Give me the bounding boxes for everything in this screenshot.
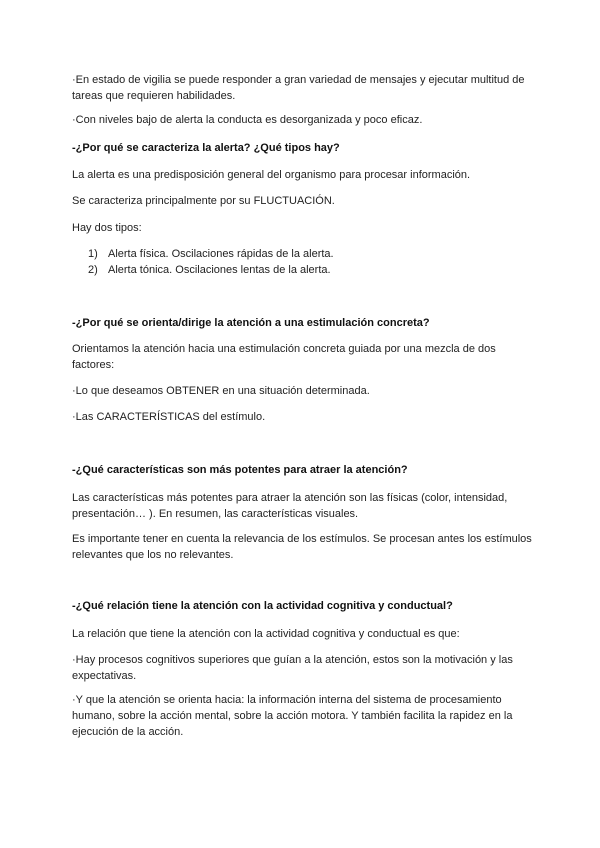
paragraph-niveles-alerta: ·Con niveles bajo de alerta la conducta es desorganizada y poco eficaz.: [72, 114, 423, 126]
paragraph-tipos: Hay dos tipos:: [72, 222, 142, 234]
paragraph-vigilia: ·En estado de vigilia se puede responder a gran variedad de mensajes y ejecutar multitud de tareas que requieren habilidades.: [72, 74, 525, 102]
heading-alerta: -¿Por qué se caracteriza la alerta? ¿Qué tipos hay?: [72, 142, 340, 154]
heading-relacion: -¿Qué relación tiene la atención con la actividad cognitiva y conductual?: [72, 600, 453, 612]
heading-potentes: -¿Qué características son más potentes para atraer la atención?: [72, 464, 408, 476]
paragraph-relacion: La relación que tiene la atención con la actividad cognitiva y conductual es que:: [72, 628, 460, 640]
paragraph-predisposicion: La alerta es una predisposición general del organismo para procesar información.: [72, 169, 471, 181]
paragraph-fisicas: Las características más potentes para atraer la atención son las físicas (color, intensidad, presentación… ). En resumen, las características visuales.: [72, 492, 508, 520]
paragraph-orienta-hacia: ·Y que la atención se orienta hacia: la información interna del sistema de procesamiento humano, sobre la acción mental, sobre la acción motora. Y también facilita la rapidez en la ejecución de la acción.: [72, 694, 513, 738]
paragraph-fluctuacion: Se caracteriza principalmente por su FLUCTUACIÓN.: [72, 195, 335, 207]
list-item: [88, 262, 331, 278]
paragraph-obtener: ·Lo que deseamos OBTENER en una situación determinada.: [72, 385, 370, 397]
paragraph-procesos: ·Hay procesos cognitivos superiores que guían a la atención, estos son la motivación y las expectativas.: [72, 654, 513, 682]
list-item-text: Alerta física. Oscilaciones rápidas de la alerta.: [108, 248, 334, 260]
list-item-number: 2): [88, 264, 98, 276]
paragraph-caracteristicas: ·Las CARACTERÍSTICAS del estímulo.: [72, 411, 266, 423]
list-item-text: Alerta tónica. Oscilaciones lentas de la alerta.: [108, 264, 331, 276]
list-item-number: 1): [88, 248, 98, 260]
list-item: [88, 246, 334, 262]
heading-orientacion: -¿Por qué se orienta/dirige la atención a una estimulación concreta?: [72, 317, 430, 329]
paragraph-orientamos: Orientamos la atención hacia una estimulación concreta guiada por una mezcla de dos factores:: [72, 343, 496, 371]
paragraph-relevancia: Es importante tener en cuenta la relevancia de los estímulos. Se procesan antes los estímulos relevantes que los no relevantes.: [72, 533, 532, 561]
